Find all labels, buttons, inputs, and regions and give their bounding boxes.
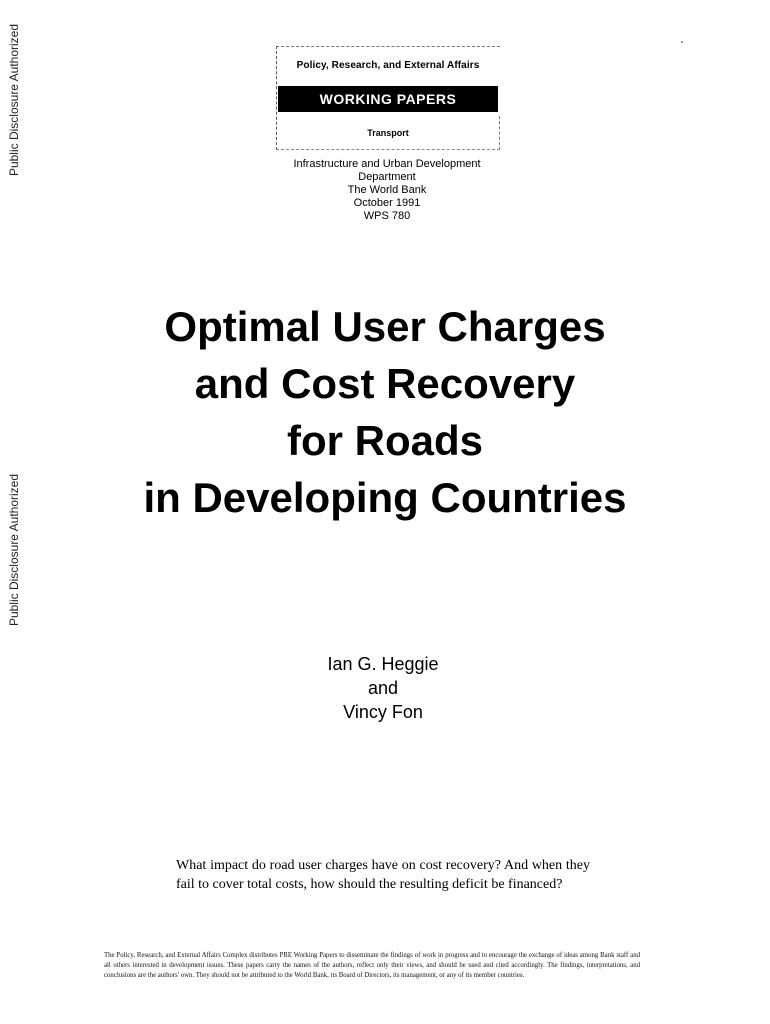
paper-number: WPS 780 xyxy=(363,210,411,222)
author-conjunction: and xyxy=(367,678,399,698)
page-title xyxy=(60,298,710,526)
title-line: and Cost Recovery xyxy=(194,360,576,407)
department-name: Infrastructure and Urban Development xyxy=(293,158,481,170)
title-line: Optimal User Charges xyxy=(164,303,606,350)
scan-speck xyxy=(681,41,683,43)
box-border-bottom xyxy=(276,149,500,150)
disclosure-stamp-top xyxy=(4,0,24,200)
title-line: for Roads xyxy=(286,417,483,464)
publishing-unit: Policy, Research, and External Affairs xyxy=(296,60,480,71)
department-block xyxy=(268,158,506,223)
author-block xyxy=(283,652,483,724)
box-border-top xyxy=(276,46,500,47)
summary-paragraph: What impact do road user charges have on cost recovery? And when they fail to cover total costs, how should the resulting deficit be financed? xyxy=(176,858,590,892)
working-papers-banner: WORKING PAPERS xyxy=(278,86,498,112)
disclosure-stamp-text: Public Disclosure Authorized xyxy=(7,23,21,177)
topic-label: Transport xyxy=(367,128,409,138)
publication-date: October 1991 xyxy=(353,197,421,209)
disclosure-stamp-text: Public Disclosure Authorized xyxy=(7,473,21,627)
organization-name: The World Bank xyxy=(347,184,427,196)
disclaimer-footnote: The Policy, Research, and External Affairs Complex distributes PRE Working Papers to disseminate the findings of work in progress and to encourage the exchange of ideas among Bank staff and all others interested in development issues. These papers carry the names of the authors, reflect only their views, and should be used and cited accordingly. The findings, interpretations, and conclusions are the authors' own. They should not be attributed to the World Bank, its Board of Directors, its management, or any of its member countries. xyxy=(104,952,640,979)
series-header-box xyxy=(276,46,500,150)
author-name: Ian G. Heggie xyxy=(327,654,439,674)
author-name: Vincy Fon xyxy=(343,702,423,722)
title-line: in Developing Countries xyxy=(143,474,627,521)
disclosure-stamp-bottom xyxy=(4,450,24,650)
department-suffix: Department xyxy=(358,171,416,183)
